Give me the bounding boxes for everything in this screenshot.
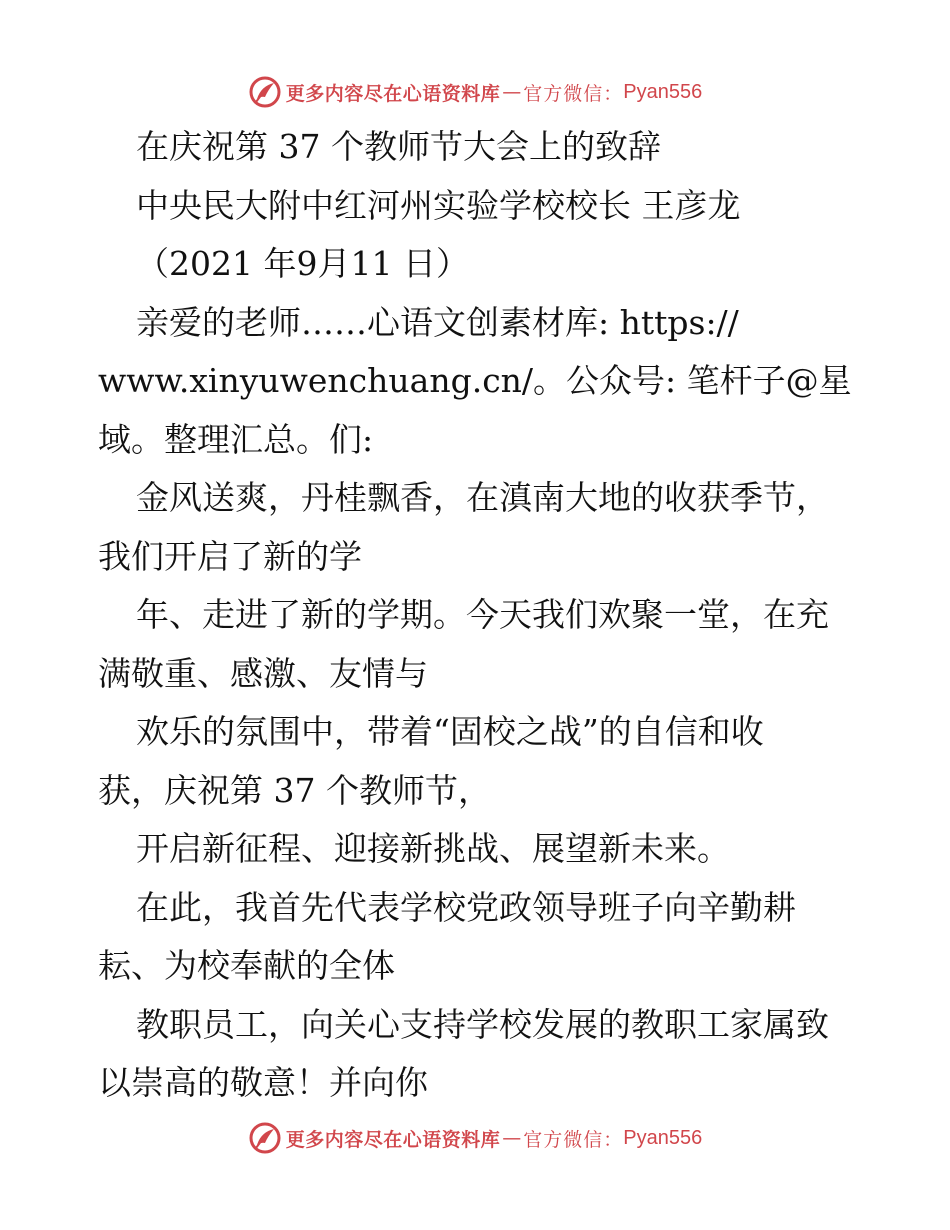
text-line: 域。整理汇总。们: (98, 419, 374, 459)
document-author: 中央民大附中红河州实验学校校长 王彦龙 (136, 185, 741, 225)
text-line: 年、走进了新的学期。今天我们欢聚一堂，在充 (136, 595, 829, 634)
brand-logo-icon (248, 75, 282, 109)
banner-slogan: 更多内容尽在心语资料库 (285, 82, 501, 105)
header-watermark-banner (0, 72, 950, 112)
footer-watermark-banner (0, 1118, 950, 1158)
text-line: 耘、为校奉献的全体 (98, 946, 395, 985)
banner-wechat-label: 官方微信： (523, 82, 624, 105)
text-line: 开启新征程、迎接新挑战、展望新未来。 (136, 829, 730, 868)
banner-separator: — (502, 81, 522, 103)
document-title: 在庆祝第 37 个教师节大会上的致辞 (136, 127, 661, 166)
banner-wechat-id: Pyan556 (623, 80, 703, 103)
banner-slogan: 更多内容尽在心语资料库 (285, 1128, 501, 1151)
banner-separator: — (502, 1127, 522, 1149)
document-paragraphs (98, 294, 878, 1113)
text-line: 满敬重、感激、友情与 (98, 653, 428, 693)
text-line: 欢乐的氛围中，带着“固校之战”的自信和收 (136, 712, 764, 751)
text-line: 在此，我首先代表学校党政领导班子向辛勤耕 (136, 887, 796, 927)
document-date: （2021 年9月11 日） (136, 244, 469, 283)
text-line: 金风送爽，丹桂飘香，在滇南大地的收获季节， (136, 478, 829, 517)
text-line: 亲爱的老师……心语文创素材库: https:// (136, 302, 739, 342)
text-line: www.xinyuwenchuang.cn/。公众号: 笔杆子@星 (98, 361, 852, 400)
text-line: 获，庆祝第 37 个教师节， (98, 770, 491, 810)
document-body (98, 118, 878, 1113)
text-line: 教职员工，向关心支持学校发展的教职工家属致 (136, 1004, 829, 1044)
brand-logo-icon (248, 1121, 282, 1155)
text-line: 以崇高的敬意！并向你 (98, 1063, 428, 1102)
banner-wechat-id: Pyan556 (623, 1126, 703, 1149)
text-line: 我们开启了新的学 (98, 536, 362, 576)
banner-wechat-label: 官方微信： (523, 1128, 624, 1151)
